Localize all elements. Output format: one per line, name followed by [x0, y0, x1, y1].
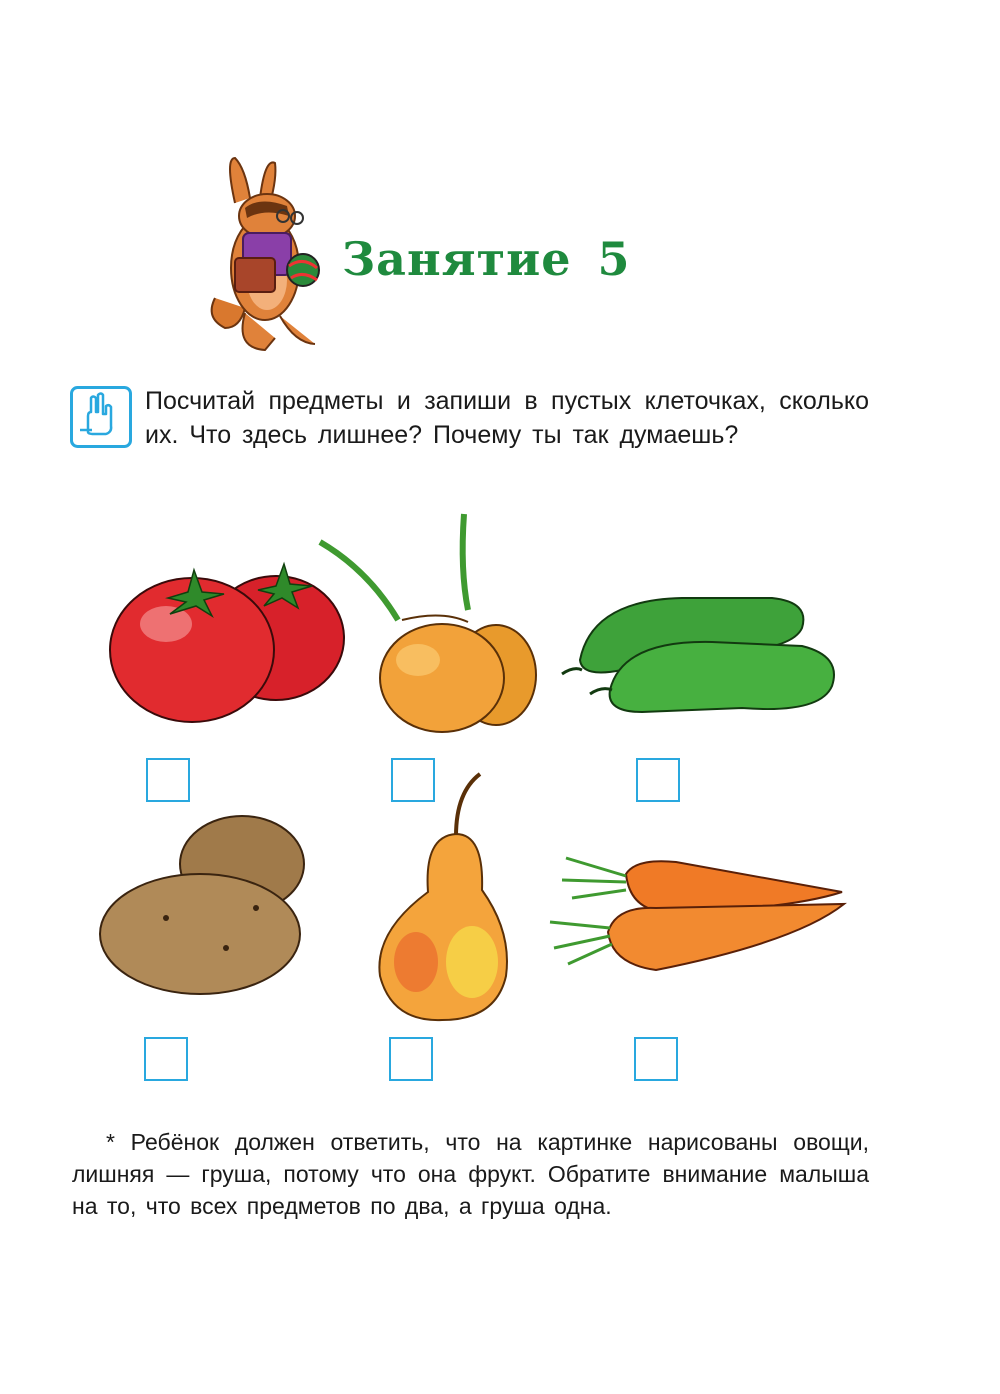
parent-footnote: [72, 1126, 869, 1222]
onion-image: [318, 510, 540, 732]
answer-box-onion[interactable]: [391, 758, 435, 802]
tomato-image: [108, 556, 344, 726]
hand-counting-icon: [70, 386, 132, 448]
carrot-image: [546, 852, 848, 978]
answer-box-pear[interactable]: [389, 1037, 433, 1081]
title-number: 5: [597, 232, 631, 286]
answer-box-carrot[interactable]: [634, 1037, 678, 1081]
answer-box-potato[interactable]: [144, 1037, 188, 1081]
page-title: [342, 232, 631, 286]
answer-box-cucumber[interactable]: [636, 758, 680, 802]
potato-image: [96, 808, 310, 998]
kangaroo-mascot: [205, 158, 335, 358]
pear-image: [372, 772, 512, 1024]
answer-box-tomato[interactable]: [146, 758, 190, 802]
title-word: Занятие: [342, 232, 572, 286]
cucumber-image: [562, 590, 842, 720]
task-instruction: Посчитай предметы и запиши в пустых клеточках, сколько их. Что здесь лишнее? Почему ты так думаешь?: [145, 387, 869, 449]
footnote-text: * Ребёнок должен ответить, что на картинке нарисованы овощи, лишняя — груша, потому что она фрукт. Обратите внимание малыша на то, что всех предметов по два, а груша одна.: [72, 1129, 869, 1219]
